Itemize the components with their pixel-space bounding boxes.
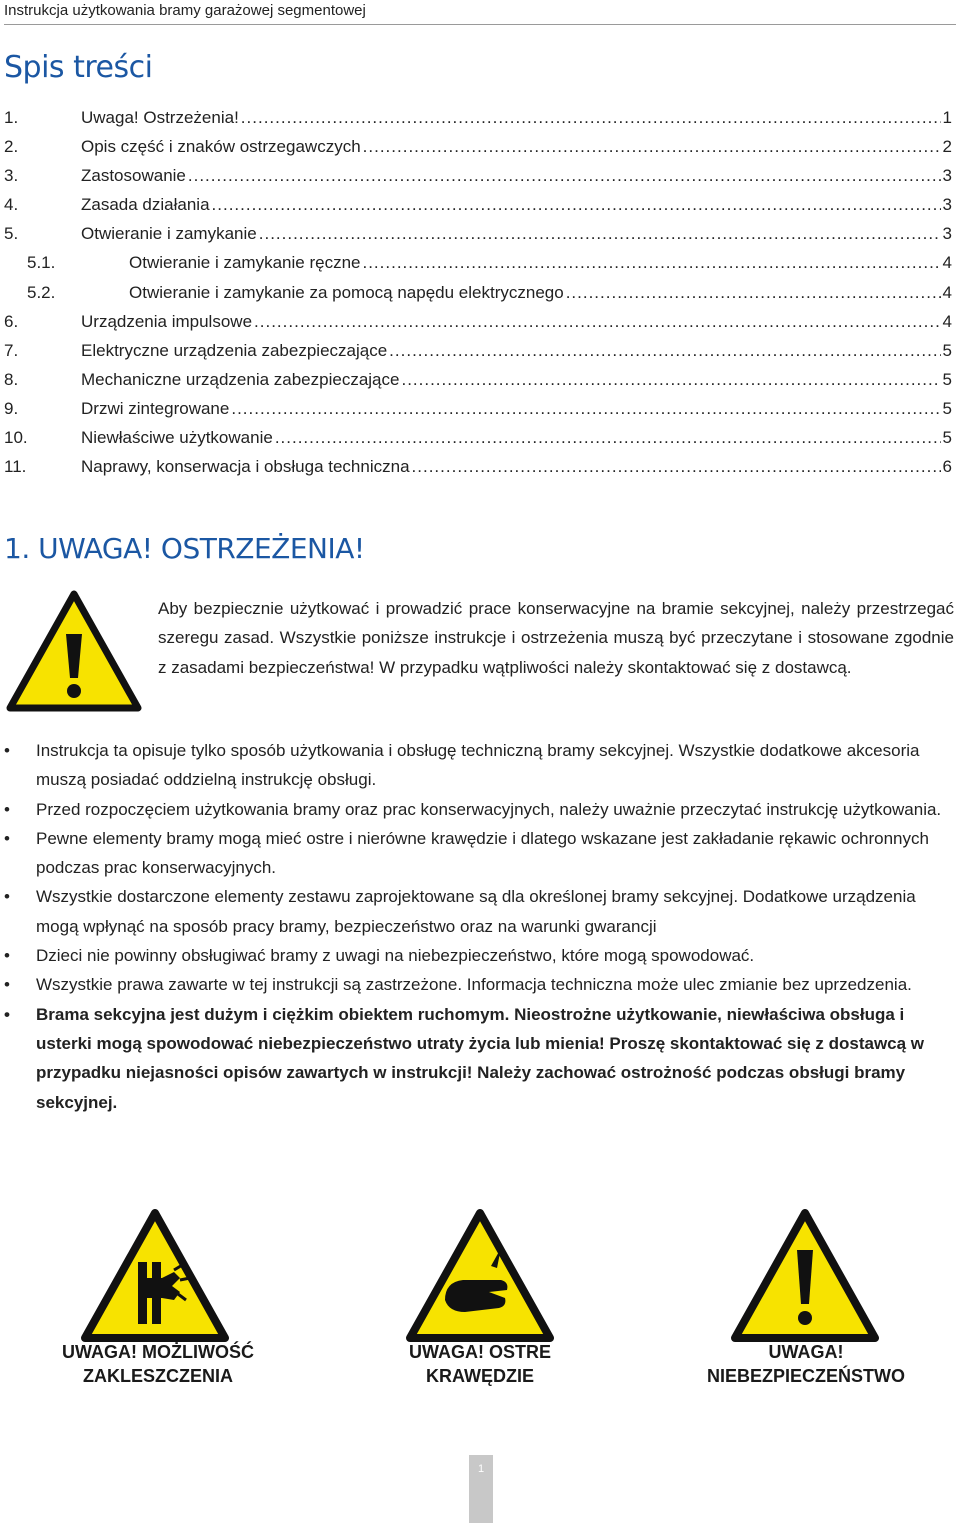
header-title: Instrukcja użytkowania bramy garażowej segmentowej (4, 2, 366, 19)
toc-leader-dots (566, 283, 941, 303)
sign-caption-sharp (340, 1340, 620, 1388)
toc-item-text: Zasada działania (81, 195, 210, 215)
toc-leader-dots (188, 166, 941, 186)
list-item-text: • Wszystkie dostarczone elementy zestawu zaprojektowane są dla określonej bramy sekcyjnej. Dodatkowe urządzenia mogą wpłynąć na sposób pracy bramy, bezpieczeństwo oraz na warunki gwarancji (36, 887, 916, 936)
toc-leader-dots (241, 108, 941, 128)
toc-item-text: Otwieranie i zamykanie za pomocą napędu elektrycznego (129, 282, 564, 302)
toc-item-text: Niewłaściwe użytkowanie (81, 428, 273, 448)
toc-leader-dots (212, 195, 941, 215)
toc-leader-dots (254, 312, 941, 332)
toc-item-number: 1. (4, 108, 19, 127)
toc-item-number: 3. (4, 166, 19, 186)
toc-leader-dots (401, 370, 940, 390)
toc-item-page: 5 (942, 340, 952, 360)
sign-caption-crush (18, 1340, 298, 1388)
toc-item[interactable] (4, 341, 952, 370)
toc-leader-dots (389, 341, 940, 361)
toc-item-text: Opis część i znaków ostrzegawczych (81, 137, 361, 157)
toc-subitem[interactable] (4, 283, 952, 312)
toc-item[interactable] (4, 428, 952, 457)
toc-item[interactable] (4, 137, 952, 166)
intro-paragraph: Aby bezpiecznie użytkować i prowadzić prace konserwacyjne na bramie sekcyjnej, należy przestrzegać szeregu zasad. Wszystkie poniższe instrukcje i ostrzeżenia muszą być przeczytane i stosowane zgodnie z zasadami bezpieczeństwa! W przypadku wątpliwości należy skontaktować się z dostawcą. (158, 599, 954, 677)
warning-list (0, 736, 960, 1117)
document-header (4, 0, 956, 25)
list-item-text: • Brama sekcyjna jest dużym i ciężkim obiektem ruchomym. Nieostrożne użytkowanie, niewłaściwa obsługa i usterki mogą spowodować niebezpieczeństwo utraty życia lub mienia! Proszę skontaktować się z dostawcą w przypadku niejasności opisów zawartych w instrukcji! Należy zachować ostrożność podczas obsługi bramy sekcyjnej. (36, 1004, 925, 1112)
general-danger-icon (730, 1208, 880, 1344)
list-item (0, 824, 956, 883)
toc-leader-dots (231, 399, 940, 419)
sign-caption-line: NIEBEZPIECZEŃSTWO (706, 1366, 905, 1386)
toc-item[interactable] (4, 108, 952, 137)
toc-item-number: 2. (4, 137, 19, 157)
toc-item-number: 5.2. (27, 282, 56, 302)
toc-item-number: 8. (4, 369, 19, 389)
toc-title: Spis treści (4, 50, 153, 85)
toc-item-text: Elektryczne urządzenia zabezpieczające (81, 340, 388, 360)
page-number-tab (469, 1455, 493, 1523)
list-item (0, 941, 956, 970)
sharp-edge-hazard-icon (405, 1208, 555, 1344)
toc-item-page: 3 (942, 195, 952, 215)
toc-item[interactable] (4, 166, 952, 195)
list-item-bold (0, 1000, 956, 1117)
toc-item-text: Zastosowanie (81, 166, 186, 186)
toc-item[interactable] (4, 370, 952, 399)
toc-item-page: 1 (942, 108, 952, 127)
toc-item-page: 5 (942, 398, 952, 418)
toc-item-page: 4 (942, 311, 952, 331)
table-of-contents (4, 108, 952, 486)
list-item (0, 970, 956, 999)
toc-item-page: 2 (942, 137, 952, 157)
toc-item-page: 3 (942, 166, 952, 186)
toc-item-page: 3 (942, 224, 952, 244)
section-title: 1. UWAGA! OSTRZEŻENIA! (4, 532, 365, 565)
list-item-text: • Pewne elementy bramy mogą mieć ostre i nierówne krawędzie i dlatego wskazane jest zakładanie rękawic ochronnych podczas prac konserwacyjnych. (36, 828, 929, 878)
toc-item-text: Naprawy, konserwacja i obsługa techniczna (81, 457, 410, 477)
toc-item-page: 5 (942, 369, 952, 389)
toc-leader-dots (259, 224, 941, 244)
toc-item-page: 5 (942, 428, 952, 448)
toc-item[interactable] (4, 457, 952, 486)
toc-leader-dots (362, 253, 940, 273)
toc-item[interactable] (4, 195, 952, 224)
toc-item-number: 10. (4, 428, 28, 448)
toc-subitem[interactable] (4, 253, 952, 282)
list-item (0, 882, 956, 941)
list-item-text: • Przed rozpoczęciem użytkowania bramy oraz prac konserwacyjnych, należy uważnie przeczytać instrukcję użytkowania. (36, 799, 942, 819)
toc-item-text: Otwieranie i zamykanie ręczne (129, 253, 361, 273)
list-item-text: • Dzieci nie powinny obsługiwać bramy z uwagi na niebezpieczeństwo, które mogą spowodować. (36, 946, 755, 966)
list-item (0, 736, 956, 795)
toc-leader-dots (363, 137, 941, 157)
sign-caption-line: KRAWĘDZIE (426, 1366, 534, 1386)
sign-caption-line: ZAKLESZCZENIA (83, 1366, 233, 1386)
toc-item-text: Otwieranie i zamykanie (81, 224, 257, 244)
toc-item-number: 4. (4, 195, 19, 215)
toc-item-number: 7. (4, 340, 19, 360)
toc-item-number: 5.1. (27, 253, 56, 273)
toc-leader-dots (412, 457, 941, 477)
toc-item-text: Drzwi zintegrowane (81, 398, 230, 418)
toc-item-text: Mechaniczne urządzenia zabezpieczające (81, 369, 400, 389)
toc-item[interactable] (4, 224, 952, 253)
toc-item-page: 6 (942, 457, 952, 477)
toc-item-number: 11. (4, 457, 27, 477)
sign-caption-line: UWAGA! MOŻLIWOŚĆ (62, 1342, 254, 1362)
list-item-text: • Wszystkie prawa zawarte w tej instrukcji są zastrzeżone. Informacja techniczna może ulec zmianie bez uprzedzenia. (36, 975, 912, 995)
crush-hazard-icon (80, 1208, 230, 1344)
toc-item-text: Uwaga! Ostrzeżenia! (81, 108, 239, 127)
page-number: 1 (477, 1463, 485, 1475)
toc-item-page: 4 (942, 282, 952, 302)
list-item-text: • Instrukcja ta opisuje tylko sposób użytkowania i obsługę techniczną bramy sekcyjnej. Wszystkie dodatkowe akcesoria muszą posiadać oddzielną instrukcję obsługi. (36, 741, 920, 790)
toc-item[interactable] (4, 312, 952, 341)
toc-item-number: 9. (4, 398, 19, 418)
toc-leader-dots (275, 428, 941, 448)
sign-caption-line: UWAGA! OSTRE (409, 1342, 551, 1362)
warning-triangle-icon (4, 588, 144, 716)
list-item (0, 795, 956, 824)
toc-item[interactable] (4, 399, 952, 428)
toc-item-text: Urządzenia impulsowe (81, 311, 253, 331)
toc-item-number: 6. (4, 311, 19, 331)
sign-caption-line: UWAGA! (768, 1342, 844, 1362)
toc-item-page: 4 (942, 253, 952, 273)
toc-item-number: 5. (4, 224, 19, 244)
sign-caption-danger (666, 1340, 946, 1388)
